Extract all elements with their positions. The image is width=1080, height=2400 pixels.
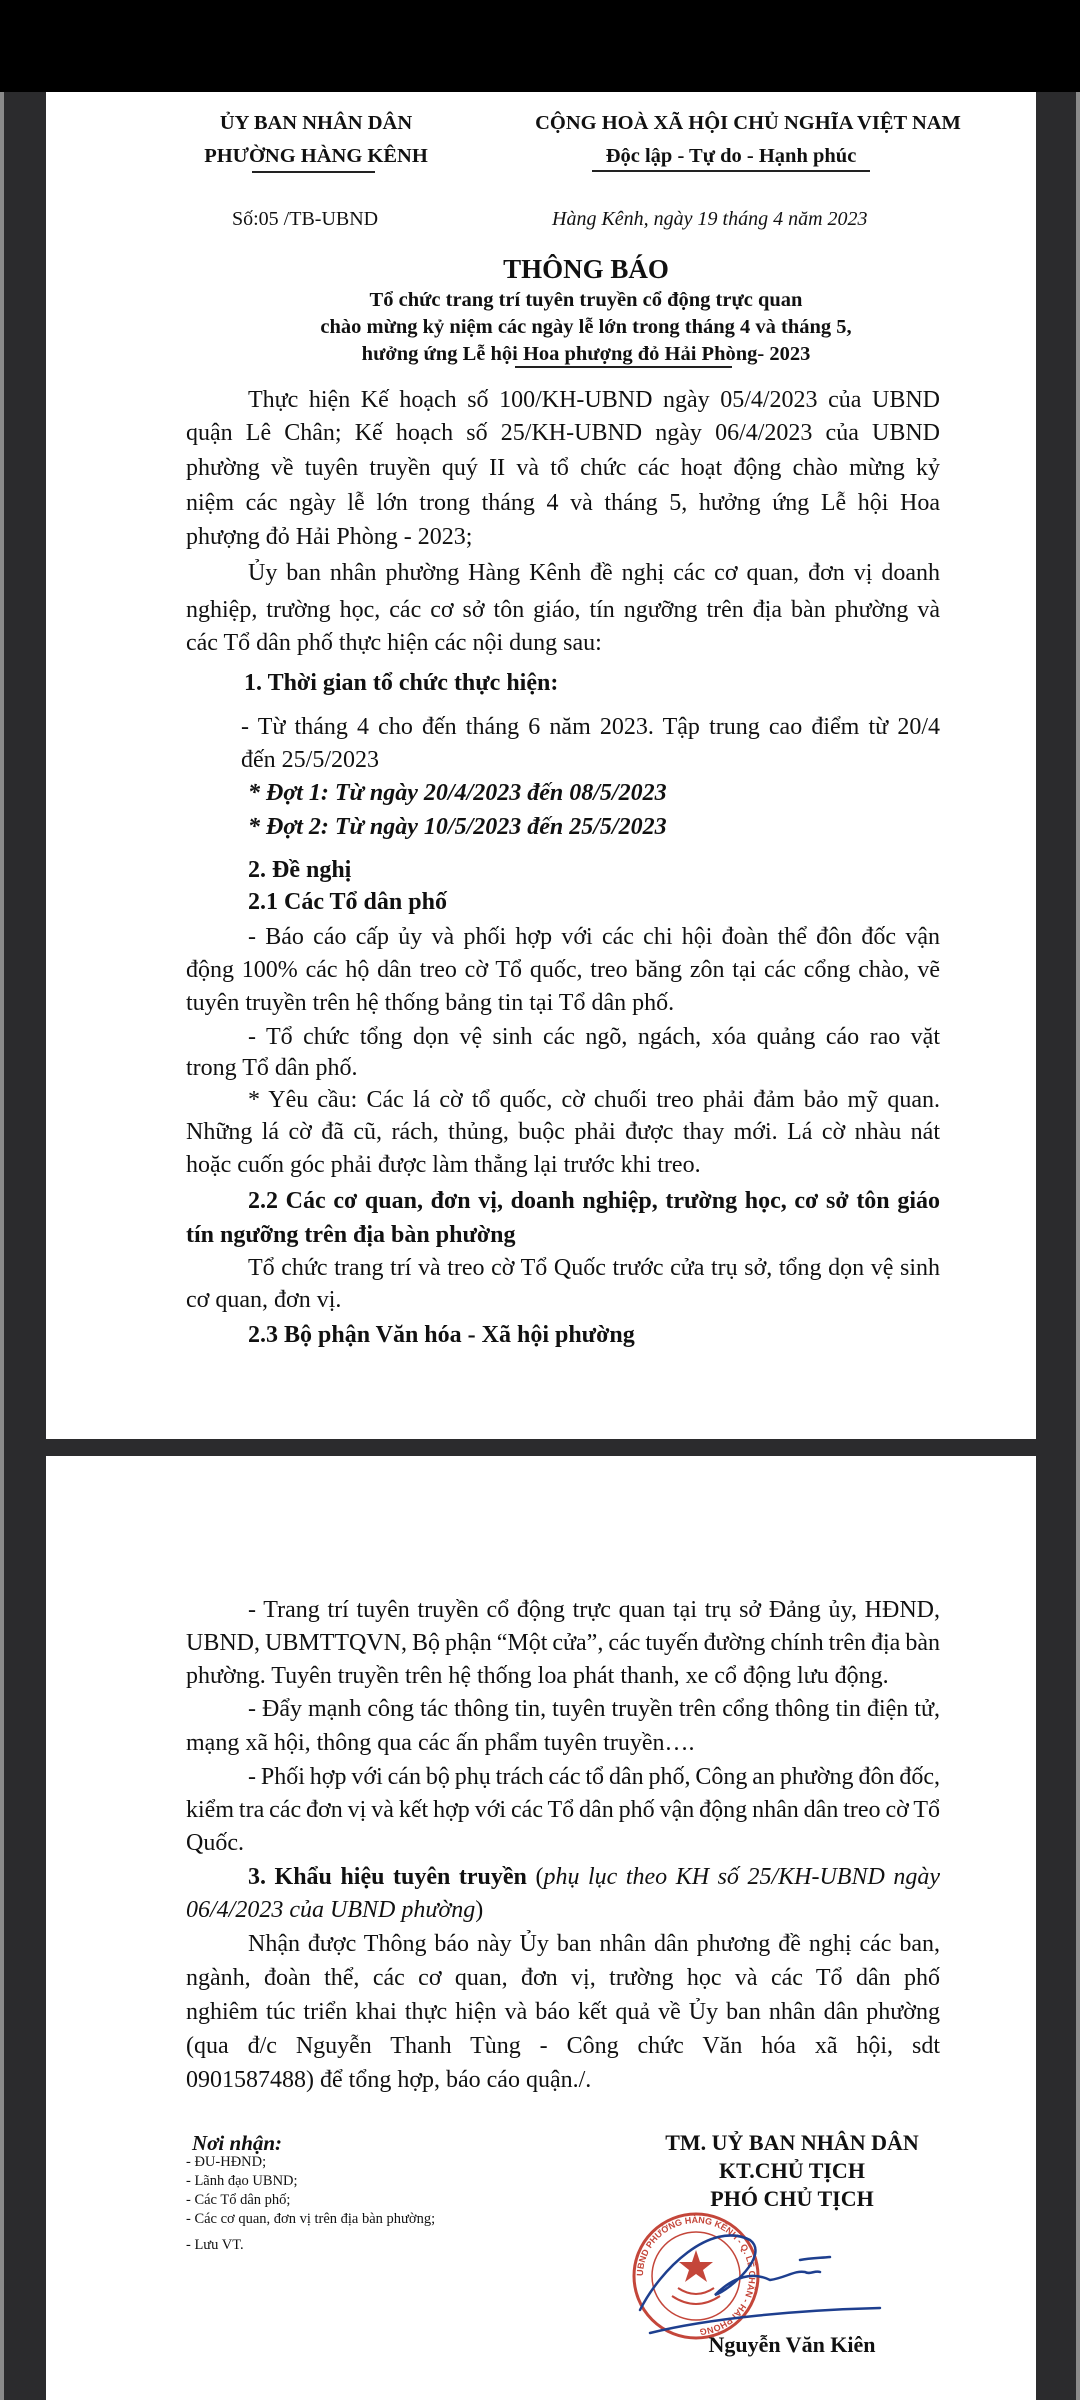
paragraph-line: cơ quan, đơn vị.	[186, 1287, 342, 1313]
signatory-role: KT.CHỦ TỊCH	[719, 2158, 865, 2183]
paren: )	[475, 1897, 484, 1923]
paragraph-line: - Tổ chức tổng dọn vệ sinh các ngõ, ngách, xóa quảng cáo rao vặt	[248, 1024, 940, 1050]
paragraph-line: - Phối hợp với cán bộ phụ trách các tổ dân phố, Công an phường đôn đốc,	[248, 1764, 940, 1790]
paragraph-line: tuyên truyền trên hệ thống bảng tin tại Tổ dân phố.	[186, 990, 675, 1016]
subtitle-line: hưởng ứng Lễ hội Hoa phượng đỏ Hải Phòng- 2023	[361, 343, 811, 365]
divider	[515, 366, 732, 368]
section-heading-2-1: 2.1 Các Tổ dân phố	[248, 889, 447, 915]
viewer-edge-left	[0, 92, 4, 2400]
document-title: THÔNG BÁO	[503, 254, 669, 284]
paragraph-line: các Tổ dân phố thực hiện các nội dung sau:	[186, 630, 602, 656]
divider	[252, 171, 375, 173]
paragraph-line: phường. Tuyên truyền trên hệ thống loa phát thanh, xe cổ động lưu động.	[186, 1663, 889, 1689]
status-bar	[0, 0, 1080, 92]
paragraph-line: nghiêm túc triển khai thực hiện và báo kết quả về Ủy ban nhân dân phường	[186, 1999, 940, 2025]
paragraph-line: - Từ tháng 4 cho đến tháng 6 năm 2023. Tập trung cao điểm từ 20/4	[241, 714, 940, 740]
section-heading-2: 2. Đề nghị	[248, 857, 352, 883]
nation-title: CỘNG HOÀ XÃ HỘI CHỦ NGHĨA VIỆT NAM	[535, 112, 961, 134]
paragraph-line: - Báo cáo cấp ủy và phối hợp với các chi hội đoàn thể đôn đốc vận	[248, 924, 940, 950]
section-heading-3	[248, 1862, 940, 1892]
recipient-item: - Các cơ quan, đơn vị trên địa bàn phường;	[186, 2211, 436, 2227]
paragraph-line: kiểm tra các đơn vị và kết hợp với các Tổ dân phố vận động nhân dân treo cờ Tổ	[186, 1797, 940, 1823]
section-3-title: 3. Khẩu hiệu tuyên truyền	[248, 1864, 527, 1890]
recipient-item: - Các Tổ dân phố;	[186, 2192, 291, 2208]
official-stamp-icon	[634, 2214, 758, 2338]
org-name: ỦY BAN NHÂN DÂN	[219, 112, 413, 134]
place-date: Hàng Kênh, ngày 19 tháng 4 năm 2023	[552, 208, 868, 230]
recipient-item: - Lưu VT.	[186, 2237, 244, 2253]
paragraph-line: niệm các ngày lễ lớn trong tháng 4 và tháng 5, hưởng ứng Lễ hội Hoa	[186, 490, 940, 516]
paragraph-line: Thực hiện Kế hoạch số 100/KH-UBND ngày 05/4/2023 của UBND	[248, 387, 940, 413]
section-3-note-cont: 06/4/2023 của UBND phường	[186, 1897, 476, 1923]
paragraph-line: Nhận được Thông báo này Ủy ban nhân dân phương đề nghị các ban,	[248, 1931, 940, 1957]
paragraph-line: động 100% các hộ dân treo cờ Tổ quốc, treo băng zôn tại các cổng chào, vẽ	[186, 957, 940, 983]
paragraph-line: nghiệp, trường học, các cơ sở tôn giáo, tín ngưỡng trên địa bàn phường và	[186, 597, 940, 623]
recipients-label: Nơi nhận:	[192, 2131, 283, 2155]
phase-2: * Đợt 2: Từ ngày 10/5/2023 đến 25/5/2023	[248, 814, 667, 840]
section-3-note: phụ lục theo KH số 25/KH-UBND ngày	[543, 1864, 940, 1890]
org-unit: PHƯỜNG HÀNG KÊNH	[204, 145, 428, 167]
svg-text:UBND PHƯỜNG HÀNG KÊNH - Q. LÊ: UBND PHƯỜNG HÀNG KÊNH - Q. LÊ CHÂN - HẢI PHÒNG	[634, 2214, 758, 2337]
paragraph-line: phường về tuyên truyền quý II và tổ chức các hoạt động chào mừng kỷ	[186, 455, 940, 481]
section-heading-1: 1. Thời gian tổ chức thực hiện:	[244, 670, 559, 696]
paragraph-line: Những lá cờ đã cũ, rách, thủng, buộc phải được thay mới. Lá cờ nhàu nát	[186, 1119, 940, 1145]
paragraph-line: hoặc cuốn góc phải được làm thẳng lại trước khi treo.	[186, 1152, 701, 1178]
paragraph-line: - Đẩy mạnh công tác thông tin, tuyên truyền trên cổng thông tin điện tử,	[248, 1696, 940, 1722]
paragraph-line: Ủy ban nhân phường Hàng Kênh đề nghị các cơ quan, đơn vị doanh	[248, 560, 940, 586]
paragraph-line: quận Lê Chân; Kế hoạch số 25/KH-UBND ngày 06/4/2023 của UBND	[186, 420, 940, 446]
signatory-org: TM. UỶ BAN NHÂN DÂN	[665, 2130, 919, 2155]
document-number: Số:05 /TB-UBND	[232, 208, 379, 230]
handwritten-signature	[640, 2235, 880, 2333]
paragraph-line: * Yêu cầu: Các lá cờ tổ quốc, cờ chuối treo phải đảm bảo mỹ quan.	[248, 1087, 940, 1113]
paragraph-line: - Trang trí tuyên truyền cổ động trực quan tại trụ sở Đảng ủy, HĐND,	[248, 1597, 940, 1623]
section-heading-2-2: 2.2 Các cơ quan, đơn vị, doanh nghiệp, trường học, cơ sở tôn giáo	[248, 1188, 940, 1214]
paragraph-line: Quốc.	[186, 1830, 244, 1856]
subtitle-line: chào mừng kỷ niệm các ngày lễ lớn trong tháng 4 và tháng 5,	[320, 316, 852, 338]
signatory-title: PHÓ CHỦ TỊCH	[710, 2186, 874, 2211]
recipient-item: - ĐU-HĐND;	[186, 2154, 267, 2170]
section-heading-2-3: 2.3 Bộ phận Văn hóa - Xã hội phường	[248, 1322, 635, 1348]
paragraph-line: trong Tổ dân phố.	[186, 1055, 358, 1081]
paragraph-line	[186, 1895, 483, 1925]
paragraph-line: 0901587488) để tổng hợp, báo cáo quận./.	[186, 2067, 592, 2093]
signatory-name: Nguyễn Văn Kiên	[708, 2332, 876, 2357]
recipient-item: - Lãnh đạo UBND;	[186, 2173, 298, 2189]
scrollbar[interactable]	[1076, 92, 1080, 2400]
paragraph-line: Tổ chức trang trí và treo cờ Tổ Quốc trước cửa trụ sở, tổng dọn vệ sinh	[248, 1255, 940, 1281]
paragraph-line: ngành, đoàn thể, các cơ quan, đơn vị, trường học và các Tổ dân phố	[186, 1965, 940, 1991]
official-stamp-and-signature	[620, 2200, 920, 2350]
section-heading-2-2-cont: tín ngưỡng trên địa bàn phường	[186, 1222, 516, 1248]
subtitle-line: Tổ chức trang trí tuyên truyền cổ động trực quan	[369, 289, 803, 311]
paragraph-line: phượng đỏ Hải Phòng - 2023;	[186, 524, 473, 550]
paragraph-line: đến 25/5/2023	[241, 747, 379, 773]
divider	[592, 170, 870, 172]
motto: Độc lập - Tự do - Hạnh phúc	[605, 145, 857, 167]
paragraph-line: mạng xã hội, thông qua các ấn phẩm tuyên truyền….	[186, 1730, 695, 1756]
paren: (	[535, 1864, 544, 1890]
paragraph-line: (qua đ/c Nguyễn Thanh Tùng - Công chức Văn hóa xã hội, sdt	[186, 2033, 940, 2059]
paragraph-line: UBND, UBMTTQVN, Bộ phận “Một cửa”, các tuyến đường chính trên địa bàn	[186, 1630, 940, 1656]
phase-1: * Đợt 1: Từ ngày 20/4/2023 đến 08/5/2023	[248, 780, 667, 806]
